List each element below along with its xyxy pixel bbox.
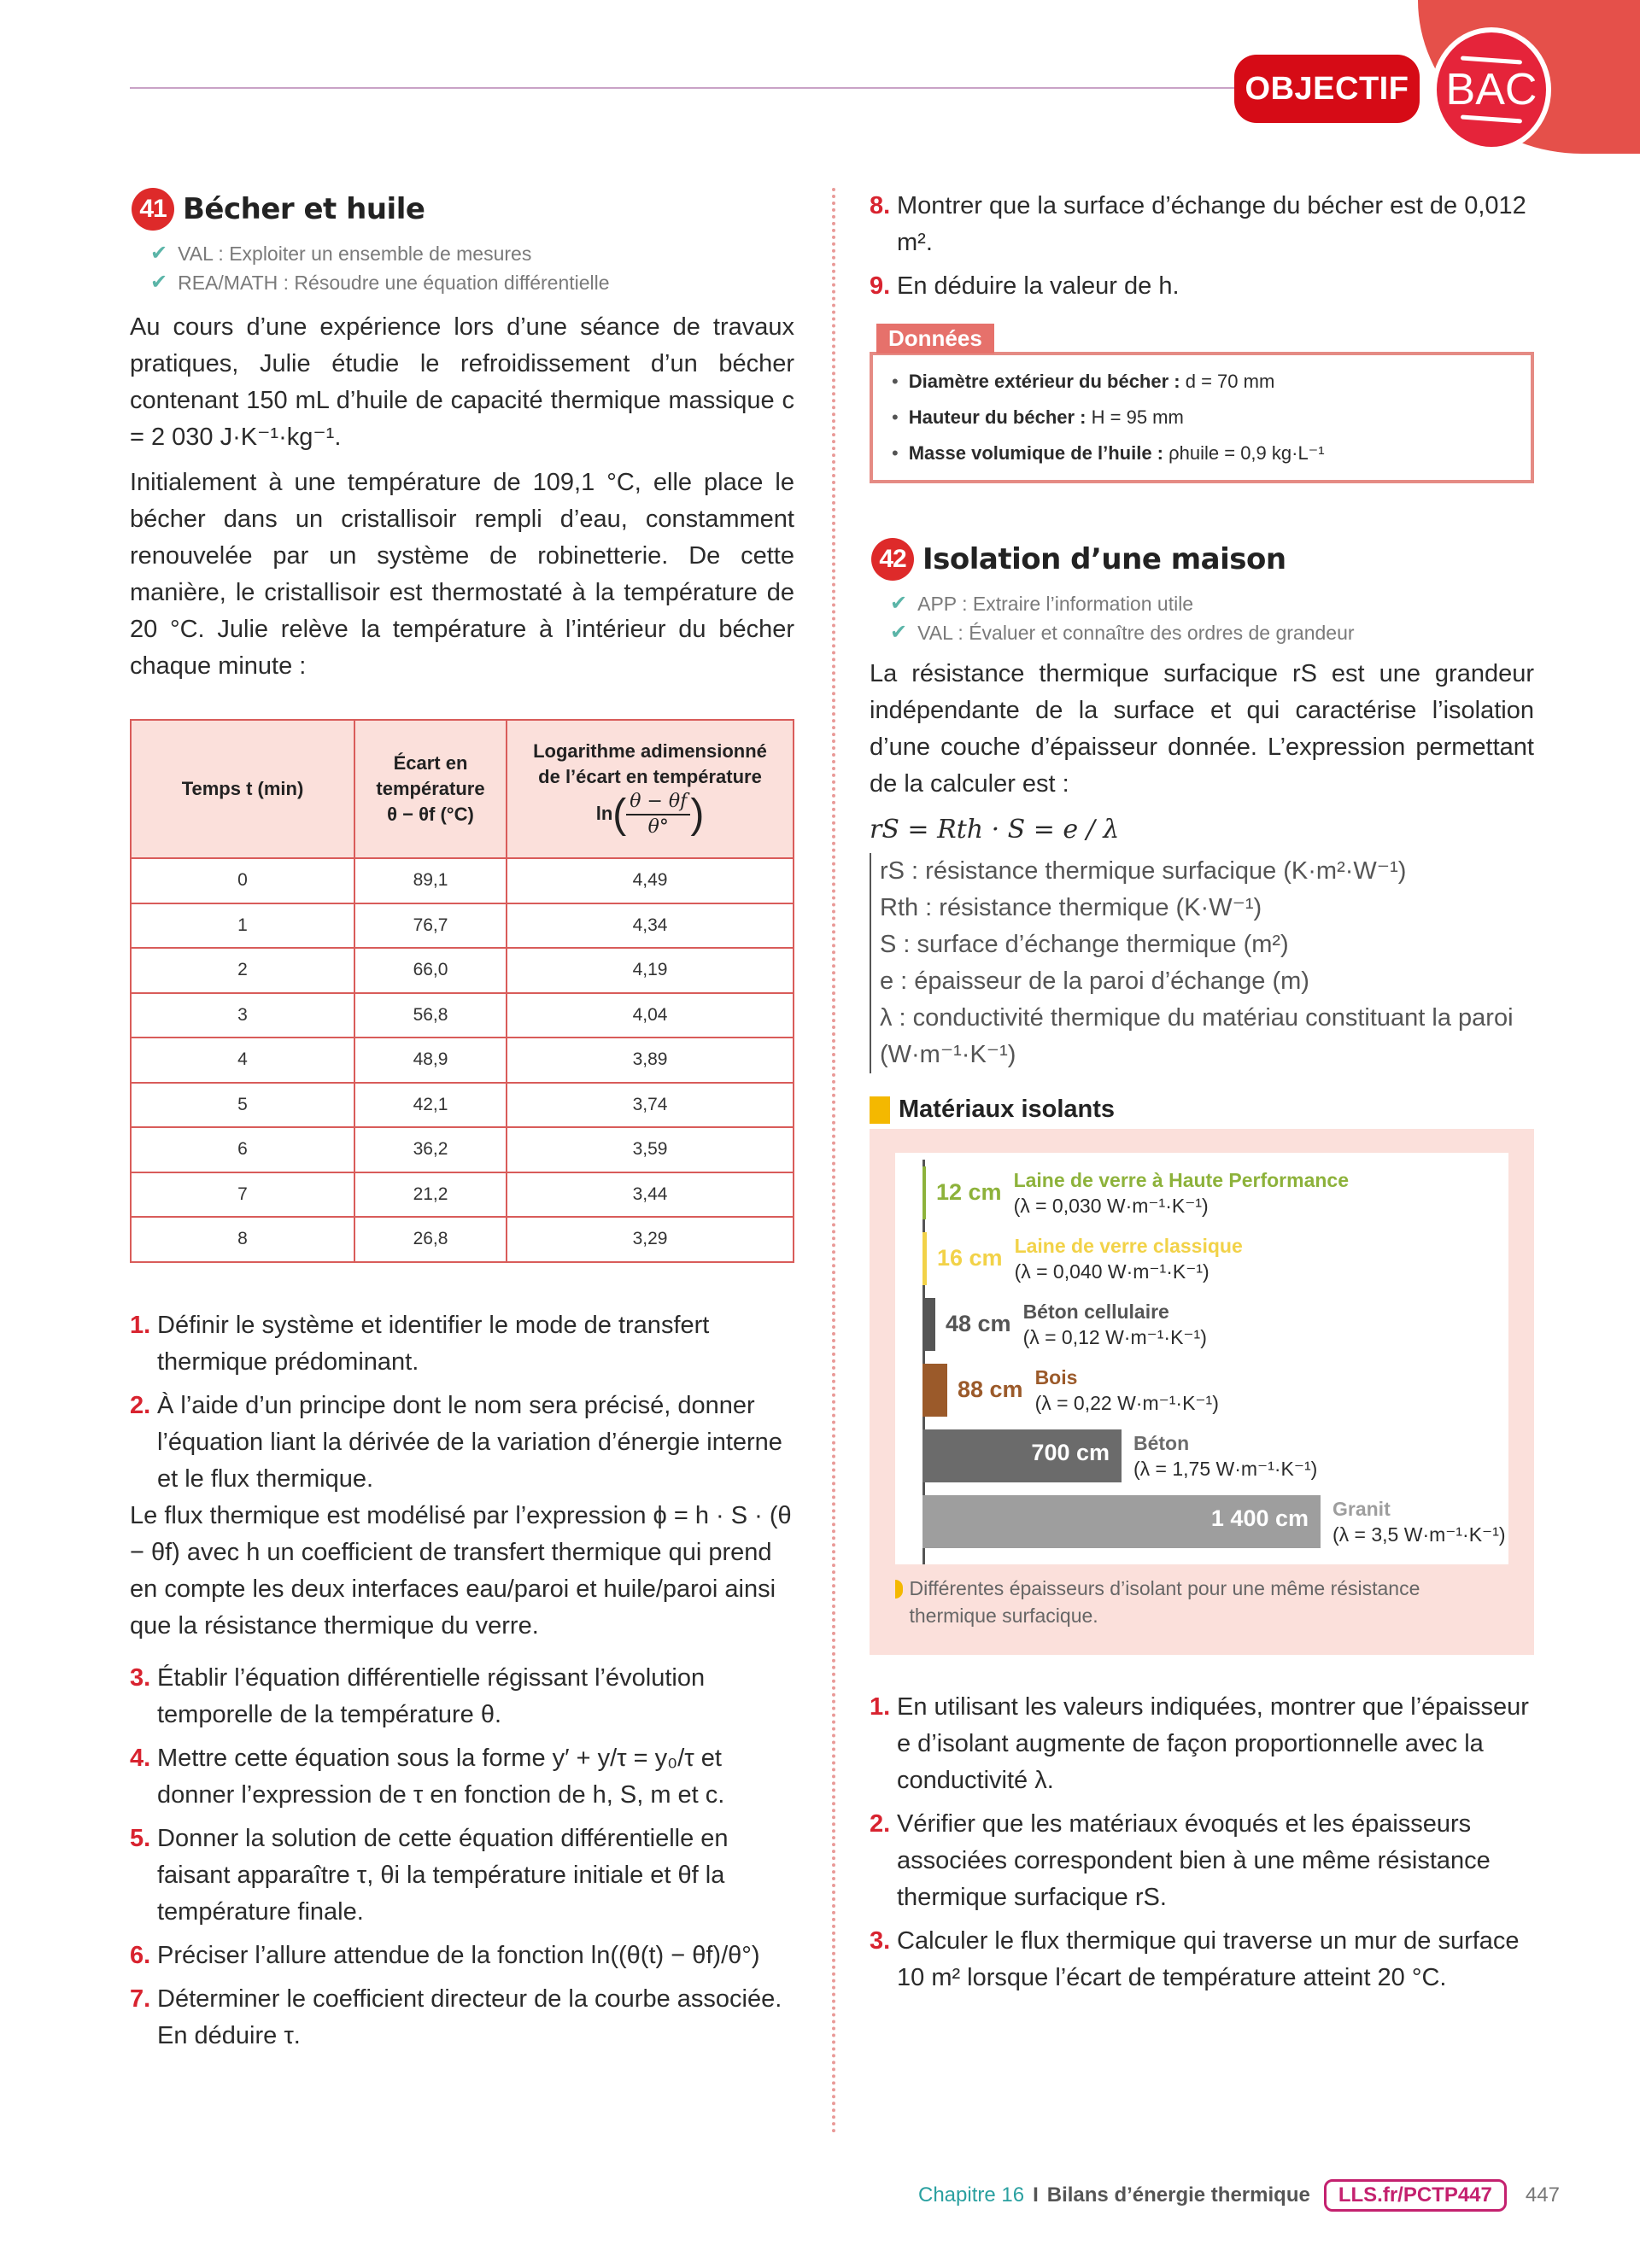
bar: 700 cm <box>922 1429 1122 1482</box>
intro-paragraph: La résistance thermique surfacique rS est une grandeur indépendante de la surface et qui caractérise l’isolation d’une couche d’épaisseur donnée. L’expression permettant de la calculer est : <box>870 660 1534 798</box>
page-number: 447 <box>1525 2183 1560 2207</box>
header-ln: Logarithme adimensionné de l’écart en température ln( $\frac{\theta - \theta f}{\theta^\circ}$ ) <box>507 720 794 858</box>
question-item: 8. Montrer que la surface d’échange du bécher est de 0,012 m². <box>870 192 1526 256</box>
chart-row: 12 cm Laine de verre à Haute Performance (λ = 0,030 W·m⁻¹·K⁻¹) <box>895 1160 1508 1225</box>
exercise-number-badge: 42 <box>871 538 914 581</box>
donnees-label: Données <box>876 324 994 354</box>
exercise-number-badge: 41 <box>132 188 174 231</box>
donnee-item: • Diamètre extérieur du bécher : d = 70 mm <box>892 364 1512 400</box>
exercise-42-heading <box>871 538 1534 581</box>
question-item: 6. Préciser l’allure attendue de la fonction ln((θ(t) − θf)/θ°) <box>130 1941 760 1969</box>
question-item: 9. En déduire la valeur de h. <box>870 272 1180 300</box>
exercise-title: Isolation d’une maison <box>922 542 1286 576</box>
intro-paragraph-1: Au cours d’une expérience lors d’une séance de travaux pratiques, Julie étudie le refroidissement d’un bécher contenant 150 mL d’huile de capacité thermique massique c = 2 030 J·K⁻¹·kg⁻¹. <box>130 313 794 451</box>
skill-item: ✔ APP : Extraire l’information utile <box>890 589 1534 618</box>
table-row: 8 26,8 3,29 <box>131 1217 794 1262</box>
question-item: 7. Déterminer le coefficient directeur de la courbe associée. En déduire τ. <box>130 1984 782 2049</box>
definition-item: S : surface d’échange thermique (m²) <box>880 931 1289 958</box>
exercise-41-column <box>130 188 794 2061</box>
table-row: 6 36,2 3,59 <box>131 1127 794 1172</box>
column-separator <box>832 188 835 2135</box>
bar <box>922 1364 947 1417</box>
chart-caption: Différentes épaisseurs d’isolant pour une même résistance thermique surfacique. <box>895 1575 1508 1629</box>
definitions-list <box>870 853 1534 1073</box>
insulation-chart <box>895 1153 1508 1564</box>
question-item: 1. En utilisant les valeurs indiquées, montrer que l’épaisseur e d’isolant augmente de façon proportionnelle avec la conductivité λ. <box>870 1693 1529 1794</box>
measurements-table <box>130 719 794 1263</box>
question-item: 2. À l’aide d’un principe dont le nom sera précisé, donner l’équation liant la dérivée de la variation d’énergie interne et le flux thermique. <box>130 1391 782 1493</box>
skill-item: ✔ VAL : Exploiter un ensemble de mesures <box>150 239 794 268</box>
bar <box>922 1232 927 1285</box>
definition-item: e : épaisseur de la paroi d’échange (m) <box>880 967 1309 995</box>
check-icon: ✔ <box>150 271 168 294</box>
chart-row: 1 400 cm Granit (λ = 3,5 W·m⁻¹·K⁻¹) <box>895 1488 1508 1554</box>
exercise-41-heading <box>132 188 794 231</box>
chart-panel <box>870 1129 1534 1655</box>
chart-row: 88 cm Bois (λ = 0,22 W·m⁻¹·K⁻¹) <box>895 1357 1508 1423</box>
question-item: 2. Vérifier que les matériaux évoqués et les épaisseurs associées correspondent bien à une même résistance thermique surfacique rS. <box>870 1810 1491 1911</box>
flux-paragraph: Le flux thermique est modélisé par l’expression ϕ = h · S · (θ − θf) avec h un coefficient de transfert thermique qui prend en compte les deux interfaces eau/paroi et huile/paroi ainsi que la résistance thermique du verre. <box>130 1501 792 1640</box>
chart-row: 48 cm Béton cellulaire (λ = 0,12 W·m⁻¹·K⁻¹) <box>895 1291 1508 1357</box>
table-row: 5 42,1 3,74 <box>131 1083 794 1128</box>
skills-list <box>890 589 1534 647</box>
resource-link[interactable]: LLS.fr/PCTP447 <box>1324 2179 1507 2212</box>
questions-list-c <box>870 188 1534 305</box>
chart-row: 700 cm Béton (λ = 1,75 W·m⁻¹·K⁻¹) <box>895 1423 1508 1488</box>
ln-fraction: $\frac{\theta - \theta f}{\theta^\circ}$ <box>626 790 690 839</box>
donnee-item: • Masse volumique de l’huile : ρhuile = 0,9 kg·L⁻¹ <box>892 435 1512 471</box>
table-row: 2 66,0 4,19 <box>131 948 794 993</box>
header-time: Temps t (min) <box>131 720 354 858</box>
table-row: 7 21,2 3,44 <box>131 1172 794 1218</box>
table-row: 3 56,8 4,04 <box>131 993 794 1038</box>
table-row: 0 89,1 4,49 <box>131 858 794 903</box>
exercise-42-questions <box>870 1689 1534 1996</box>
check-icon: ✔ <box>890 621 908 644</box>
skill-item: ✔ REA/MATH : Résoudre une équation différentielle <box>150 268 794 297</box>
questions-list-a <box>130 1307 794 1645</box>
bac-seal-badge: BAC <box>1437 32 1546 147</box>
objectif-badge: OBJECTIF <box>1234 55 1420 123</box>
question-item: 3. Établir l’équation différentielle régissant l’évolution temporelle de la température θ. <box>130 1663 706 1728</box>
table-row: 1 76,7 4,34 <box>131 903 794 949</box>
question-item: 1. Définir le système et identifier le mode de transfert thermique prédominant. <box>130 1311 710 1376</box>
chapter-label: Chapitre 16 <box>918 2183 1025 2207</box>
formula: rS = Rth · S = e / λ <box>870 815 1120 845</box>
exercise-title: Bécher et huile <box>183 192 425 226</box>
footer-separator: I <box>1033 2183 1039 2207</box>
definition-item: λ : conductivité thermique du matériau constituant la paroi (W·m⁻¹·K⁻¹) <box>880 1004 1514 1068</box>
bar <box>922 1166 926 1219</box>
donnee-item: • Hauteur du bécher : H = 95 mm <box>892 400 1512 435</box>
question-item: 5. Donner la solution de cette équation différentielle en faisant apparaître τ, θi la température initiale et θf la température finale. <box>130 1824 729 1926</box>
questions-list-b <box>130 1660 794 2055</box>
bar: 1 400 cm <box>922 1495 1321 1548</box>
check-icon: ✔ <box>150 242 168 265</box>
chart-row: 16 cm Laine de verre classique (λ = 0,040 W·m⁻¹·K⁻¹) <box>895 1225 1508 1291</box>
caption-marker-icon <box>895 1580 903 1599</box>
header-rule <box>130 87 1240 89</box>
definition-item: rS : résistance thermique surfacique (K·m²·W⁻¹) <box>880 857 1407 885</box>
question-item: 3. Calculer le flux thermique qui traverse un mur de surface 10 m² lorsque l’écart de température atteint 20 °C. <box>870 1927 1520 1991</box>
donnees-box <box>870 324 1534 483</box>
page-footer <box>918 2179 1560 2212</box>
chart-heading: Matériaux isolants <box>870 1096 1534 1124</box>
table-row: 4 48,9 3,89 <box>131 1038 794 1083</box>
check-icon: ✔ <box>890 592 908 615</box>
right-column <box>870 188 1534 2003</box>
question-item: 4. Mettre cette équation sous la forme y′ + y/τ = y₀/τ et donner l’expression de τ en fonction de h, S, m et c. <box>130 1744 725 1809</box>
square-marker-icon <box>870 1096 890 1124</box>
chapter-title: Bilans d’énergie thermique <box>1046 2183 1310 2207</box>
bar <box>922 1298 935 1351</box>
skill-item: ✔ VAL : Évaluer et connaître des ordres de grandeur <box>890 618 1534 647</box>
header-ecart: Écart en température θ − θf (°C) <box>354 720 507 858</box>
intro-paragraph-2: Initialement à une température de 109,1 °C, elle place le bécher dans un cristallisoir rempli d’eau, constamment renouvelée par un système de robinetterie. De cette manière, le cristallisoir est thermostaté à la température de 20 °C. Julie relève la température à l’intérieur du bécher chaque minute : <box>130 469 794 680</box>
skills-list <box>150 239 794 297</box>
definition-item: Rth : résistance thermique (K·W⁻¹) <box>880 894 1262 921</box>
